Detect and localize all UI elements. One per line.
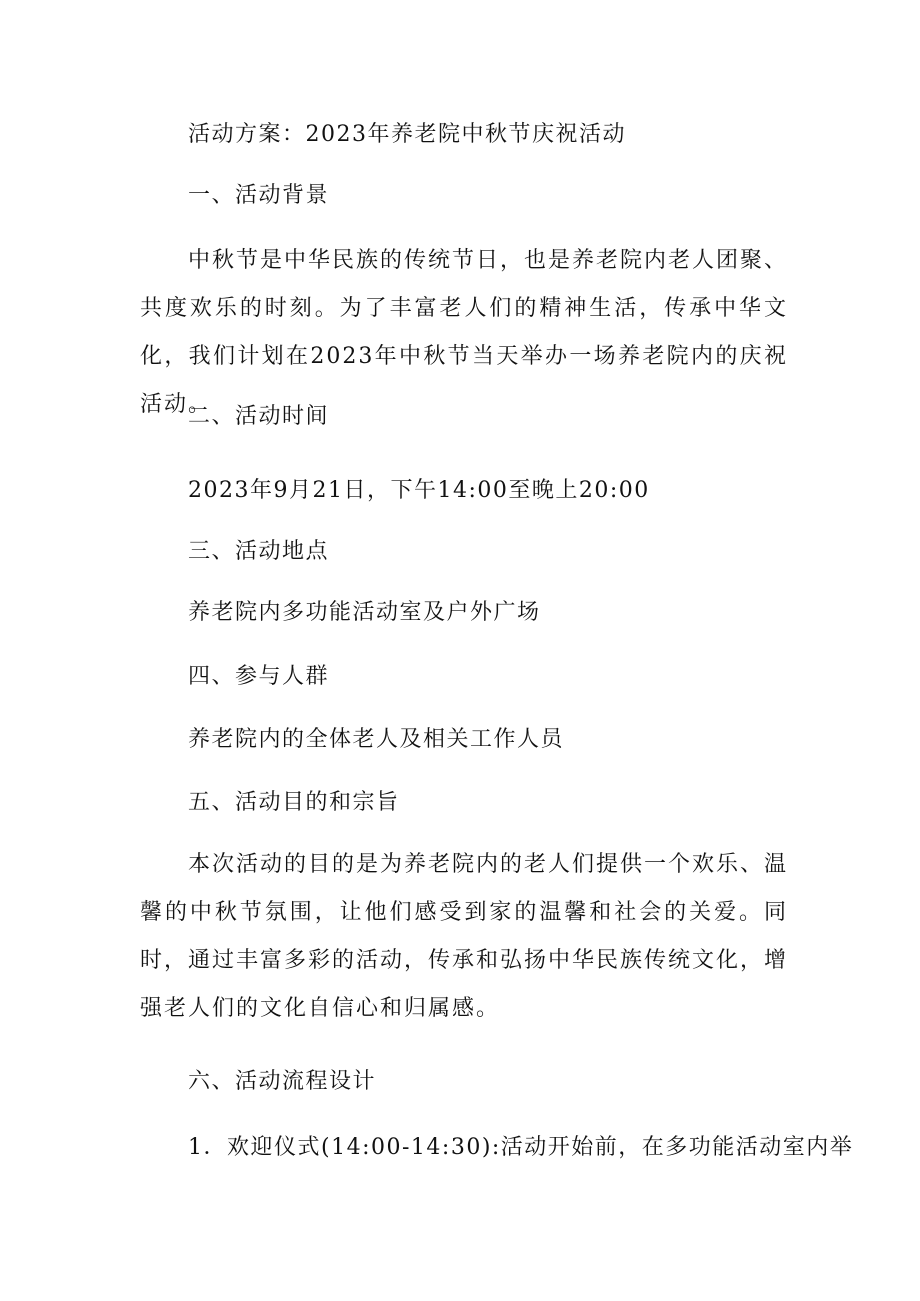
section-body-time: 2023年9月21日，下午14:00至晚上20:00 — [188, 478, 650, 503]
section-body-participants: 养老院内的全体老人及相关工作人员 — [188, 727, 565, 752]
section-heading-participants: 四、参与人群 — [188, 664, 330, 689]
section-body-purpose: 本次活动的目的是为养老院内的老人们提供一个欢乐、温馨的中秋节氛围，让他们感受到家的温馨和社会的关爱。同时，通过丰富多彩的活动，传承和弘扬中华民族传统文化，增强老人们的文化自信心和归属感。 — [140, 852, 789, 1021]
section-heading-purpose: 五、活动目的和宗旨 — [188, 790, 400, 815]
section-body-process: 1．欢迎仪式(14:00-14:30):活动开始前，在多功能活动室内举 — [188, 1135, 854, 1160]
section-body-location: 养老院内多功能活动室及户外广场 — [188, 600, 541, 625]
section-heading-location: 三、活动地点 — [188, 539, 330, 564]
section-heading-background: 一、活动背景 — [188, 183, 330, 208]
section-heading-process: 六、活动流程设计 — [188, 1069, 377, 1094]
section-body-background: 中秋节是中华民族的传统节日，也是养老院内老人团聚、共度欢乐的时刻。为了丰富老人们的精神生活，传承中华文化，我们计划在2023年中秋节当天举办一场养老院内的庆祝活动。 — [140, 248, 789, 417]
document-title: 活动方案：2023年养老院中秋节庆祝活动 — [188, 122, 626, 147]
section-heading-time: 二、活动时间 — [188, 404, 330, 429]
